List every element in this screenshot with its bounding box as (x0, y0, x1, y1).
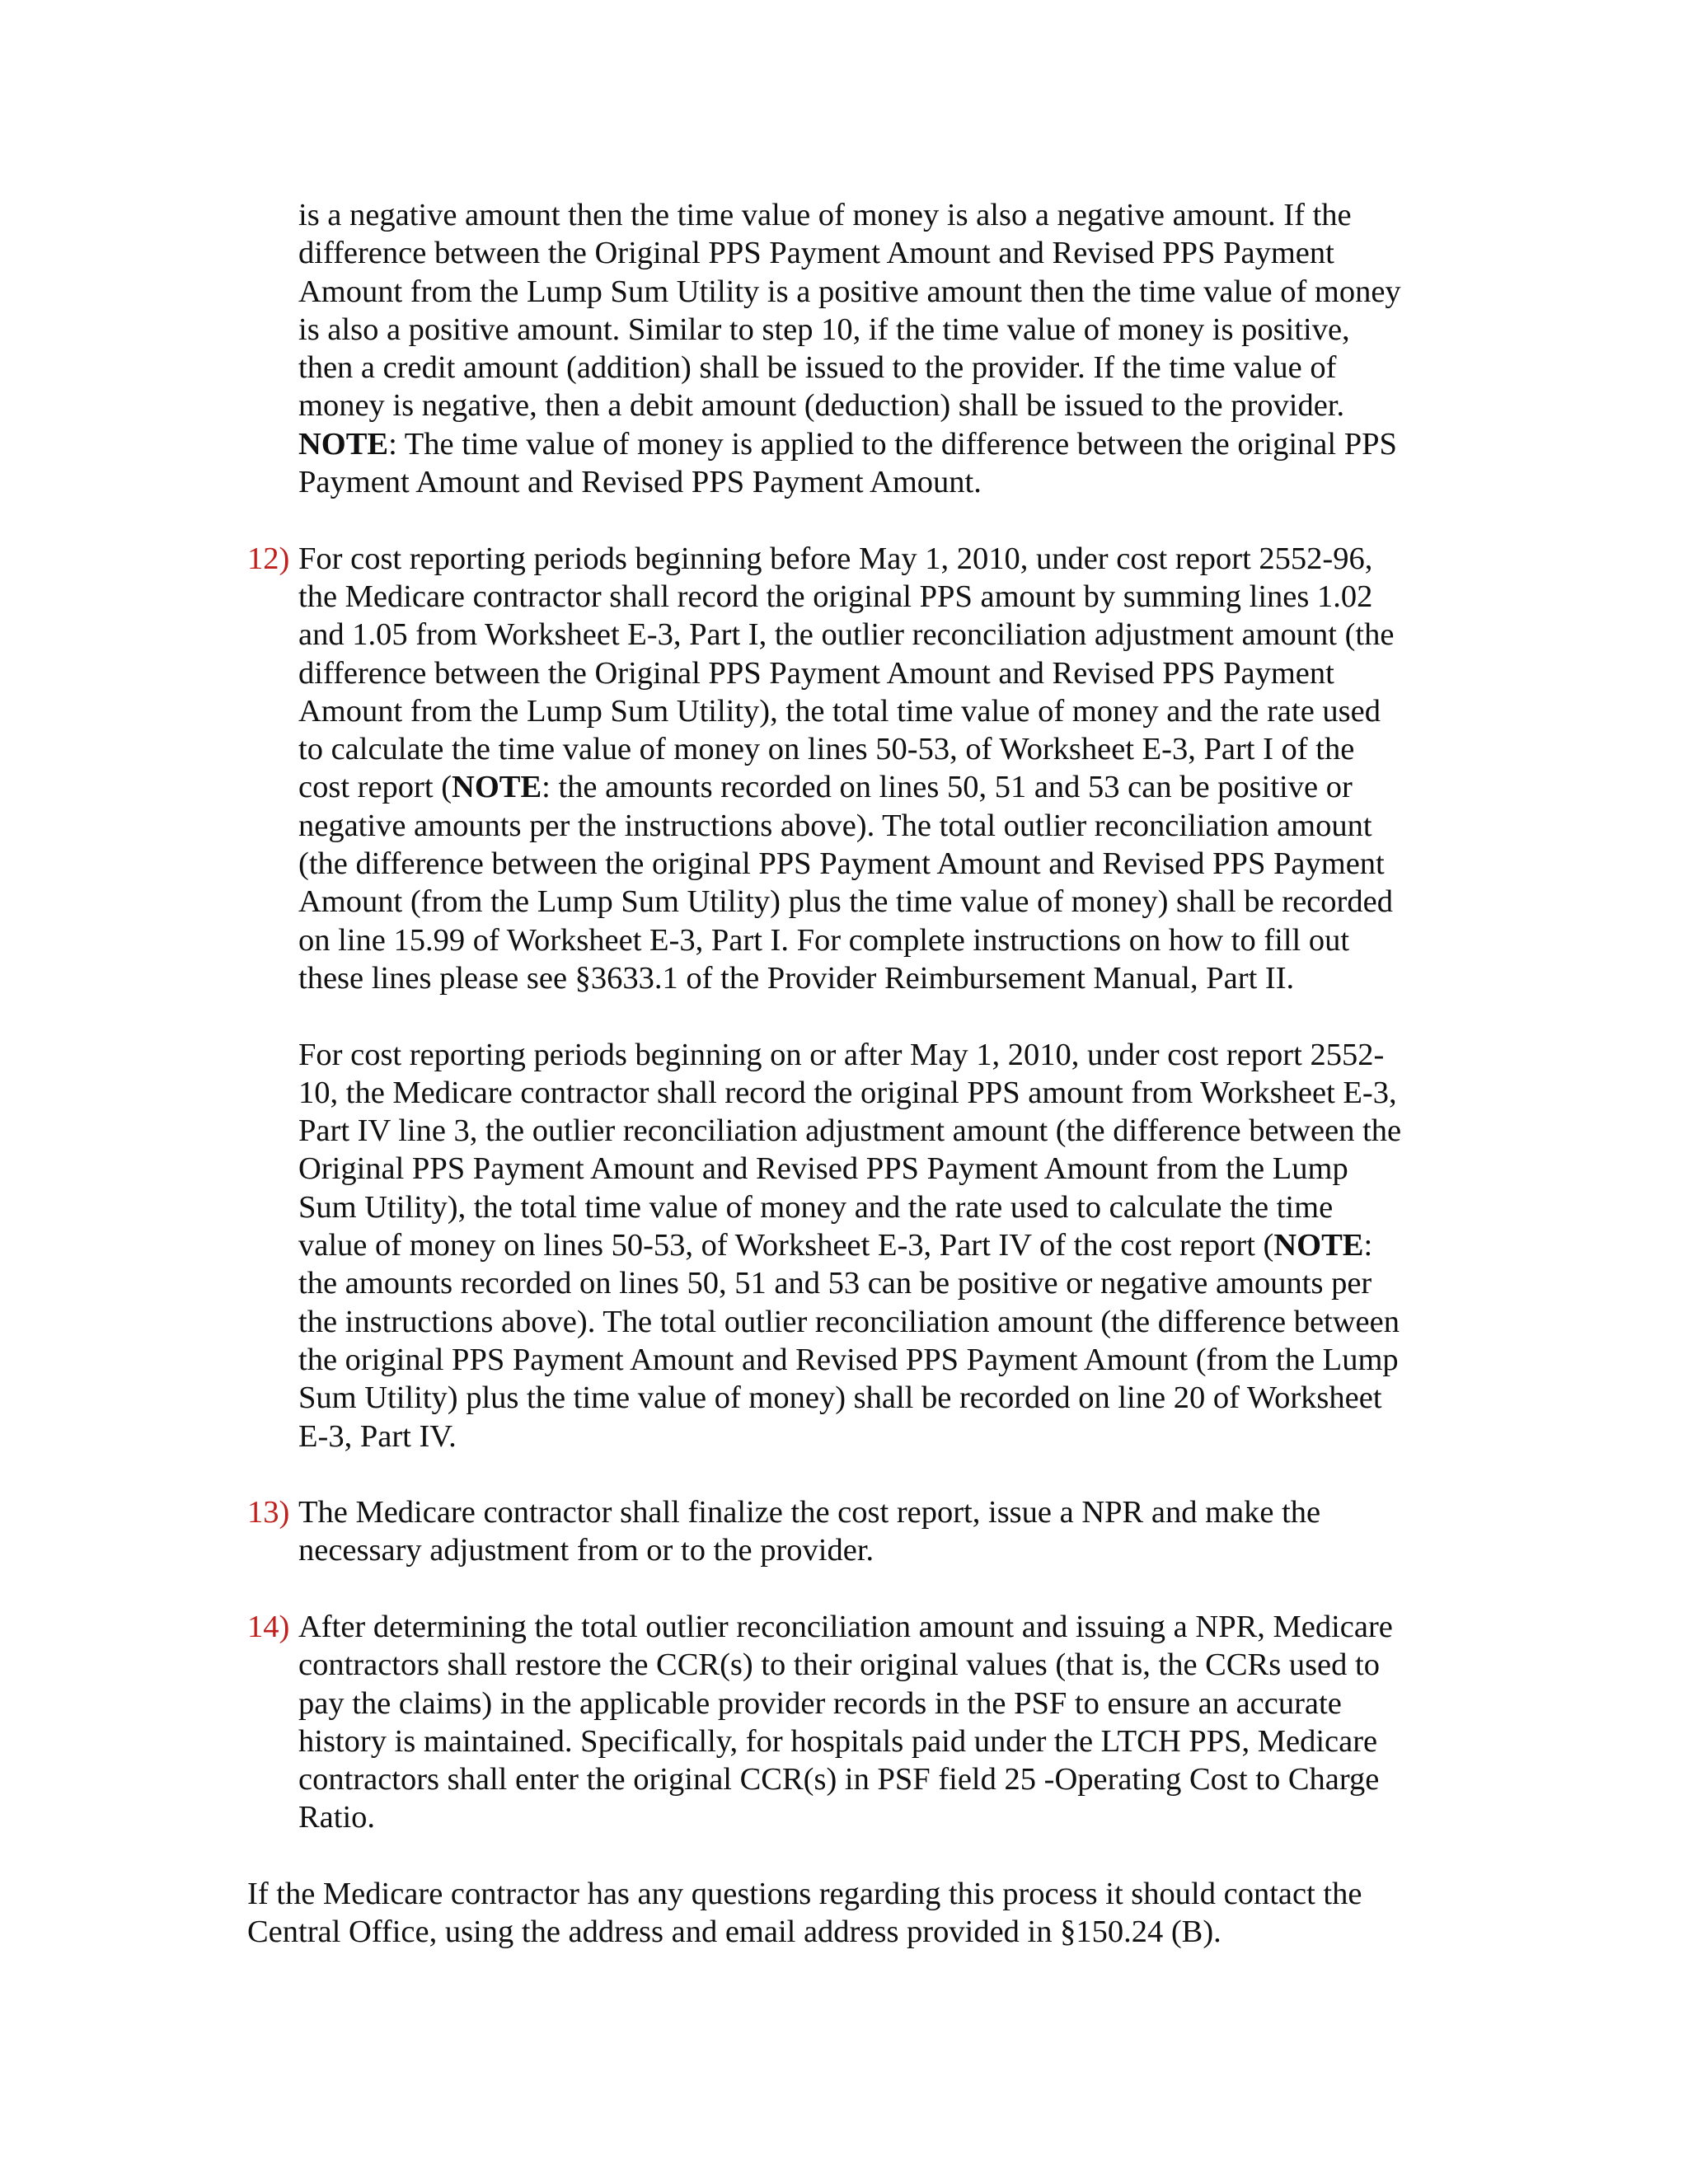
text-line: Payment Amount and Revised PPS Payment Amount. (298, 465, 982, 500)
list-number: 12) (247, 541, 290, 576)
text-line: history is maintained. Specifically, for hospitals paid under the LTCH PPS, Medicare (298, 1723, 1378, 1759)
text-line: Sum Utility) plus the time value of money) shall be recorded on line 20 of Worksheet (298, 1380, 1382, 1416)
text-line: these lines please see §3633.1 of the Provider Reimbursement Manual, Part II. (298, 960, 1295, 996)
text-line: on line 15.99 of Worksheet E-3, Part I. For complete instructions on how to fill out (298, 922, 1350, 958)
text-line: For cost reporting periods beginning before May 1, 2010, under cost report 2552-96, (298, 541, 1373, 576)
text-line: difference between the Original PPS Payment Amount and Revised PPS Payment (298, 236, 1334, 271)
text-line: For cost reporting periods beginning on or after May 1, 2010, under cost report 2552- (298, 1037, 1385, 1072)
text-line: the amounts recorded on lines 50, 51 and 53 can be positive or negative amounts per (298, 1266, 1372, 1301)
text-line: is a negative amount then the time value of money is also a negative amount. If the (298, 198, 1352, 232)
text-line: Central Office, using the address and email address provided in §150.24 (B). (247, 1915, 1221, 1950)
text-line: contractors shall restore the CCR(s) to their original values (that is, the CCRs used to (298, 1647, 1380, 1683)
list-number: 14) (247, 1609, 290, 1644)
list-number: 13) (247, 1495, 290, 1530)
note-line (298, 768, 1459, 806)
text-line: Amount from the Lump Sum Utility), the total time value of money and the rate used (298, 693, 1381, 729)
note-label: NOTE (298, 426, 389, 462)
note-text: : The time value of money is applied to the difference between the original PPS (388, 426, 1397, 462)
note-label: NOTE (452, 770, 542, 805)
text-line: Sum Utility), the total time value of money and the rate used to calculate the time (298, 1189, 1334, 1225)
text-line: Amount (from the Lump Sum Utility) plus the time value of money) shall be recorded (298, 884, 1393, 920)
text-line: the instructions above). The total outlier reconciliation amount (the difference between (298, 1304, 1400, 1339)
text-line: then a credit amount (addition) shall be issued to the provider. If the time value of (298, 350, 1337, 386)
text-line: to calculate the time value of money on lines 50-53, of Worksheet E-3, Part I of the (298, 732, 1355, 767)
text-line: The Medicare contractor shall finalize the cost report, issue a NPR and make the (298, 1495, 1321, 1530)
text-line: the original PPS Payment Amount and Revised PPS Payment Amount (from the Lump (298, 1342, 1399, 1377)
text-line: money is negative, then a debit amount (deduction) shall be issued to the provider. (298, 388, 1345, 424)
list-item-13 (247, 1493, 1459, 1570)
text-line: Amount from the Lump Sum Utility is a positive amount then the time value of money (298, 274, 1401, 309)
text-line: is also a positive amount. Similar to step 10, if the time value of money is positive, (298, 312, 1350, 347)
text-line: the Medicare contractor shall record the original PPS amount by summing lines 1.02 (298, 579, 1373, 614)
note-line (298, 425, 1459, 463)
text-line: necessary adjustment from or to the provider. (298, 1533, 874, 1568)
document-page (247, 196, 1459, 1952)
note-line (298, 1226, 1459, 1264)
text-line: and 1.05 from Worksheet E-3, Part I, the outlier reconciliation adjustment amount (the (298, 617, 1395, 653)
text-line: pay the claims) in the applicable provider records in the PSF to ensure an accurate (298, 1685, 1342, 1721)
text-fragment: value of money on lines 50-53, of Worksheet E-3, Part IV of the cost report ( (298, 1228, 1274, 1263)
text-line: contractors shall enter the original CCR(s) in PSF field 25 -Operating Cost to Charge (298, 1762, 1380, 1797)
text-fragment: : the amounts recorded on lines 50, 51 and 53 can be positive or (542, 770, 1353, 805)
text-line: 10, the Medicare contractor shall record the original PPS amount from Worksheet E-3, (298, 1075, 1397, 1110)
text-line: Part IV line 3, the outlier reconciliation adjustment amount (the difference between the (298, 1113, 1402, 1149)
text-line: Original PPS Payment Amount and Revised PPS Payment Amount from the Lump (298, 1151, 1348, 1187)
note-label: NOTE (1273, 1228, 1364, 1263)
text-line: (the difference between the original PPS Payment Amount and Revised PPS Payment (298, 846, 1385, 882)
text-line: After determining the total outlier reconciliation amount and issuing a NPR, Medicare (298, 1609, 1393, 1644)
text-line: negative amounts per the instructions above). The total outlier reconciliation amount (298, 808, 1372, 843)
text-line: E-3, Part IV. (298, 1418, 457, 1454)
text-fragment: cost report ( (298, 770, 452, 805)
list-item-14 (247, 1608, 1459, 1837)
text-fragment: : (1363, 1228, 1373, 1263)
step-11-continuation (247, 196, 1459, 501)
text-line: Ratio. (298, 1800, 376, 1835)
text-line: If the Medicare contractor has any questions regarding this process it should contact the (247, 1877, 1362, 1912)
closing-paragraph (247, 1875, 1459, 1952)
text-line: difference between the Original PPS Payment Amount and Revised PPS Payment (298, 655, 1334, 691)
list-item-12 (247, 540, 1459, 1455)
